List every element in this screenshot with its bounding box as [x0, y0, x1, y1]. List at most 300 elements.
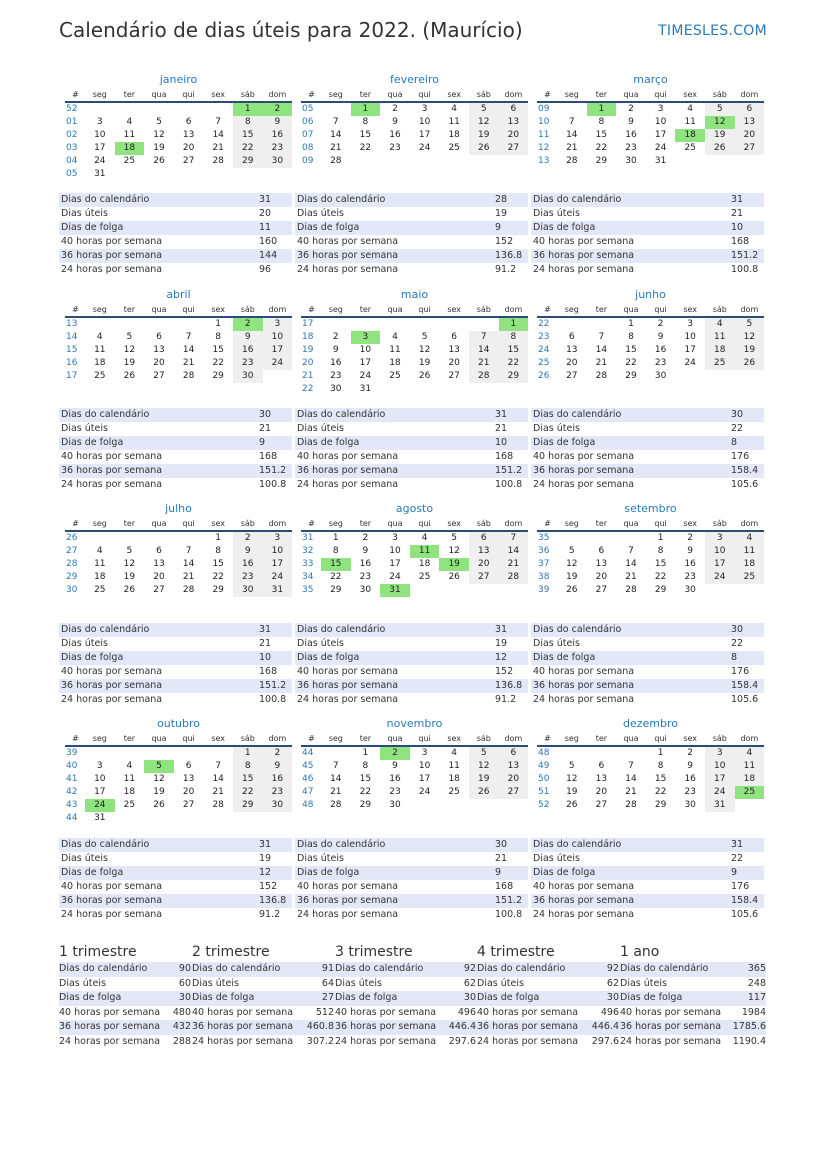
day-cell: 7: [598, 332, 605, 342]
week-row: [301, 760, 528, 773]
stat-label: Dias do calendário: [61, 194, 150, 205]
empty-day-cell: [410, 799, 440, 812]
day-cell: 23: [263, 142, 293, 155]
stat-value: 9: [731, 867, 738, 878]
weekday-label: sáb: [240, 305, 255, 314]
summary-value: 30: [606, 992, 619, 1003]
stat-row: [531, 464, 764, 478]
summary-value: 90: [178, 963, 191, 974]
day-cell: 12: [123, 345, 136, 355]
summary-label: 24 horas por semana: [620, 1035, 722, 1047]
weekday-header: [65, 303, 292, 318]
month-calendar: [301, 716, 528, 812]
stat-row: [59, 235, 292, 249]
stat-value: 100.8: [495, 909, 523, 920]
week-number: 48: [302, 800, 314, 810]
weekday-label: sex: [211, 519, 226, 528]
month-calendar: [65, 72, 292, 181]
week-number: 26: [66, 533, 78, 543]
summary-label: 24 horas por semana: [335, 1035, 437, 1047]
day-cell: 13: [182, 774, 195, 784]
day-cell: 6: [598, 546, 605, 556]
day-cell: 29: [499, 370, 529, 383]
stat-row: [59, 422, 292, 436]
day-cell: 22: [359, 143, 372, 153]
stat-row: [295, 693, 528, 707]
stat-row: [59, 450, 292, 464]
week-row: [65, 168, 292, 181]
weekday-label: qui: [418, 90, 431, 99]
day-cell: 26: [469, 786, 499, 799]
weekday-label: qua: [151, 90, 167, 99]
empty-day-cell: [174, 532, 204, 545]
summary-cell: [335, 977, 477, 992]
week-number: 21: [302, 371, 314, 381]
day-cell: 29: [359, 800, 372, 810]
empty-day-cell: [705, 370, 735, 383]
day-cell: 19: [123, 572, 136, 582]
brand-logo[interactable]: TIMESLES.COM: [658, 23, 767, 39]
day-cell: 30: [233, 584, 263, 597]
day-cell: 1: [499, 318, 529, 331]
week-row: [537, 532, 764, 545]
day-cell: 2: [380, 747, 410, 760]
week-row: [65, 357, 292, 370]
stat-label: 24 horas por semana: [297, 479, 399, 490]
week-number: 28: [66, 559, 78, 569]
empty-day-cell: [85, 747, 115, 760]
day-cell: 25: [123, 800, 136, 810]
day-cell: 25: [123, 156, 136, 166]
day-cell: 28: [182, 585, 195, 595]
day-cell: 17: [263, 344, 293, 357]
empty-day-cell: [85, 103, 115, 116]
stat-row: [531, 408, 764, 422]
stat-value: 144: [259, 250, 278, 261]
summary-label: Dias de folga: [59, 992, 122, 1003]
week-number-header: #: [72, 734, 79, 743]
day-cell: 6: [451, 332, 458, 342]
day-cell: 12: [418, 345, 431, 355]
day-cell: 15: [212, 345, 224, 355]
empty-day-cell: [469, 799, 499, 812]
stat-label: Dias do calendário: [297, 839, 386, 850]
day-cell: 3: [705, 532, 735, 545]
day-cell: 3: [421, 104, 428, 114]
stat-value: 31: [731, 194, 744, 205]
stat-row: [59, 838, 292, 852]
day-cell: 22: [233, 142, 263, 155]
stat-row: [59, 408, 292, 422]
summary-cell: [477, 1020, 620, 1035]
summary-value: 307.2: [306, 1035, 334, 1047]
empty-day-cell: [115, 532, 145, 545]
empty-day-cell: [174, 103, 204, 116]
weekday-label: dom: [268, 305, 287, 314]
day-cell: 22: [654, 787, 667, 797]
day-cell: 2: [628, 104, 634, 114]
empty-day-cell: [233, 168, 263, 181]
summary-value: 92: [463, 963, 476, 974]
day-cell: 6: [185, 761, 192, 771]
day-cell: 7: [185, 546, 192, 556]
day-cell: 24: [705, 786, 735, 799]
empty-day-cell: [85, 532, 115, 545]
stat-row: [531, 478, 764, 492]
week-row: [65, 545, 292, 558]
stat-label: 40 horas por semana: [533, 666, 635, 677]
weekday-label: sex: [211, 734, 226, 743]
day-cell: 25: [448, 143, 460, 153]
week-row: [537, 786, 764, 799]
summary-value: 60: [178, 977, 191, 989]
summary-cell: [620, 1035, 767, 1050]
day-cell: 22: [233, 786, 263, 799]
day-cell: 25: [94, 585, 106, 595]
week-row: [65, 773, 292, 786]
day-cell: 9: [263, 760, 293, 773]
stat-value: 9: [495, 867, 502, 878]
week-number: 39: [66, 748, 78, 758]
day-cell: 13: [182, 130, 195, 140]
stat-label: Dias úteis: [297, 853, 344, 864]
stat-label: Dias de folga: [297, 652, 360, 663]
stat-label: 36 horas por semana: [533, 680, 635, 691]
week-row: [301, 532, 528, 545]
week-number: 20: [302, 358, 314, 368]
week-row: [65, 142, 292, 155]
day-cell: 8: [362, 761, 369, 771]
empty-day-cell: [705, 584, 735, 597]
empty-day-cell: [410, 383, 440, 396]
weekday-label: seg: [564, 305, 579, 314]
summary-row: [59, 991, 766, 1006]
summary-value: 27: [321, 992, 334, 1003]
stat-value: 9: [495, 222, 502, 233]
week-row: [301, 747, 528, 760]
week-number: 36: [538, 546, 550, 556]
day-cell: 19: [153, 143, 165, 153]
stat-value: 151.2: [495, 895, 523, 906]
day-cell: 3: [705, 747, 735, 760]
empty-day-cell: [203, 168, 233, 181]
summary-value: 1190.4: [732, 1035, 766, 1047]
stat-label: 24 horas por semana: [297, 909, 399, 920]
stat-row: [531, 193, 764, 207]
weekday-header: [537, 732, 764, 747]
stat-value: 21: [259, 423, 272, 434]
summary-value: 30: [178, 992, 191, 1003]
day-cell: 28: [625, 585, 637, 595]
weekday-label: dom: [268, 90, 287, 99]
weekday-header: [65, 88, 292, 103]
empty-day-cell: [469, 383, 499, 396]
summary-value: 446.4: [591, 1021, 619, 1032]
week-number: 29: [66, 572, 78, 582]
week-number: 07: [302, 130, 314, 140]
week-row: [537, 773, 764, 786]
weekday-label: qua: [151, 305, 167, 314]
day-cell: 25: [705, 357, 735, 370]
summary-value: 1984: [741, 1006, 766, 1018]
day-cell: 12: [735, 331, 765, 344]
weekday-label: ter: [359, 90, 372, 99]
month-stats: [531, 623, 764, 707]
day-cell: 2: [687, 533, 694, 543]
week-number: 38: [538, 572, 550, 582]
stat-value: 12: [495, 652, 508, 663]
day-cell: 27: [499, 142, 529, 155]
summary-cell: [59, 962, 192, 977]
stat-value: 100.8: [259, 479, 287, 490]
stat-row: [59, 623, 292, 637]
stat-row: [295, 263, 528, 277]
summary-label: 36 horas por semana: [620, 1021, 722, 1032]
stat-row: [295, 894, 528, 908]
stat-value: 21: [495, 423, 508, 434]
empty-day-cell: [439, 383, 469, 396]
day-cell: 18: [448, 774, 460, 784]
stat-value: 31: [259, 194, 272, 205]
weekday-label: qui: [418, 519, 431, 528]
stat-row: [295, 450, 528, 464]
day-cell: 26: [418, 371, 431, 381]
stat-row: [59, 464, 292, 478]
day-cell: 15: [595, 130, 608, 140]
empty-day-cell: [174, 318, 204, 331]
week-number: 52: [66, 104, 78, 114]
day-cell: 10: [654, 117, 667, 127]
day-cell: 18: [735, 773, 765, 786]
month-name: dezembro: [623, 717, 678, 730]
empty-day-cell: [115, 168, 145, 181]
day-cell: 19: [418, 358, 431, 368]
summary-value: 288: [172, 1035, 191, 1047]
day-cell: 22: [212, 358, 224, 368]
weekday-label: seg: [328, 305, 343, 314]
summary-row: [59, 1020, 766, 1035]
summary-value: 460.8: [306, 1021, 334, 1032]
day-cell: 3: [263, 318, 293, 331]
day-cell: 28: [625, 800, 637, 810]
weekday-label: dom: [504, 90, 523, 99]
stat-label: 24 horas por semana: [61, 264, 163, 275]
week-row: [65, 760, 292, 773]
day-cell: 21: [499, 558, 529, 571]
stat-label: Dias do calendário: [61, 624, 150, 635]
day-cell: 31: [94, 813, 106, 823]
day-cell: 4: [735, 532, 765, 545]
day-cell: 31: [380, 584, 410, 597]
weekday-label: qui: [654, 305, 667, 314]
week-number: 35: [538, 533, 550, 543]
day-cell: 28: [182, 371, 195, 381]
stat-label: 36 horas por semana: [61, 895, 163, 906]
month-stats: [531, 408, 764, 492]
day-cell: 23: [654, 358, 667, 368]
week-row: [537, 357, 764, 370]
week-row: [537, 760, 764, 773]
summary-cell: [477, 991, 620, 1006]
summary-value: 297.6: [591, 1035, 619, 1047]
stat-value: 21: [495, 853, 508, 864]
day-cell: 14: [595, 345, 608, 355]
month-stats: [295, 623, 528, 707]
stat-row: [295, 408, 528, 422]
day-cell: 13: [448, 345, 460, 355]
day-cell: 26: [123, 371, 136, 381]
day-cell: 27: [499, 786, 529, 799]
day-cell: 2: [233, 318, 263, 331]
weekday-label: ter: [359, 519, 372, 528]
day-cell: 20: [182, 143, 195, 153]
stat-value: 158.4: [731, 680, 759, 691]
weekday-header: [65, 517, 292, 532]
week-row: [65, 812, 292, 825]
stat-value: 30: [259, 409, 272, 420]
day-cell: 12: [705, 116, 735, 129]
day-cell: 8: [657, 761, 664, 771]
day-cell: 16: [625, 130, 637, 140]
stat-label: Dias úteis: [61, 423, 108, 434]
empty-day-cell: [174, 168, 204, 181]
day-cell: 7: [628, 761, 634, 771]
empty-day-cell: [616, 747, 646, 760]
stat-row: [531, 880, 764, 894]
weekday-label: sáb: [240, 734, 255, 743]
weekday-header: [301, 517, 528, 532]
quarter-title: 3 trimestre: [335, 944, 413, 960]
empty-day-cell: [616, 532, 646, 545]
day-cell: 27: [448, 371, 460, 381]
day-cell: 5: [144, 760, 174, 773]
summary-cell: [620, 1020, 767, 1035]
month-stats: [531, 193, 764, 277]
day-cell: 4: [705, 318, 735, 331]
month-name: novembro: [386, 717, 443, 730]
summary-cell: [59, 1020, 192, 1035]
day-cell: 28: [330, 156, 342, 166]
day-cell: 15: [233, 129, 263, 142]
day-cell: 29: [212, 585, 224, 595]
day-cell: 29: [212, 371, 224, 381]
summary-value: 446.4: [448, 1021, 476, 1032]
stat-label: 40 horas por semana: [297, 881, 399, 892]
week-row: [65, 584, 292, 597]
stat-row: [295, 651, 528, 665]
day-cell: 2: [687, 748, 694, 758]
summary-cell: [192, 991, 335, 1006]
stat-value: 28: [495, 194, 508, 205]
empty-day-cell: [469, 155, 499, 168]
stat-label: Dias do calendário: [533, 624, 622, 635]
day-cell: 7: [215, 761, 222, 771]
day-cell: 7: [185, 332, 192, 342]
day-cell: 25: [94, 371, 106, 381]
day-cell: 24: [684, 358, 696, 368]
summary-cell: [192, 1006, 335, 1021]
empty-day-cell: [380, 383, 410, 396]
day-cell: 19: [469, 129, 499, 142]
weekday-label: qua: [623, 519, 639, 528]
week-row: [65, 318, 292, 331]
weekday-label: sáb: [712, 734, 727, 743]
empty-day-cell: [735, 155, 765, 168]
week-row: [301, 545, 528, 558]
week-number: 08: [302, 143, 314, 153]
weekday-label: seg: [328, 90, 343, 99]
stat-value: 136.8: [495, 680, 523, 691]
day-cell: 13: [566, 345, 578, 355]
day-cell: 12: [153, 774, 165, 784]
month-stats: [295, 193, 528, 277]
stat-row: [59, 263, 292, 277]
day-cell: 1: [628, 319, 634, 329]
empty-day-cell: [469, 318, 499, 331]
summary-cell: [620, 991, 767, 1006]
day-cell: 11: [123, 774, 136, 784]
summary-label: Dias de folga: [335, 992, 398, 1003]
day-cell: 7: [215, 117, 222, 127]
day-cell: 12: [153, 130, 165, 140]
day-cell: 4: [96, 546, 103, 556]
stat-row: [295, 207, 528, 221]
week-number: 19: [302, 345, 314, 355]
empty-day-cell: [144, 532, 174, 545]
day-cell: 9: [628, 117, 634, 127]
day-cell: 9: [392, 761, 398, 771]
week-number: 12: [538, 143, 550, 153]
day-cell: 13: [153, 559, 165, 569]
day-cell: 5: [735, 318, 765, 331]
month-name: março: [633, 73, 668, 86]
day-cell: 15: [499, 344, 529, 357]
stat-value: 31: [259, 839, 272, 850]
day-cell: 20: [735, 129, 765, 142]
day-cell: 10: [418, 117, 431, 127]
summary-value: 1785.6: [732, 1021, 766, 1032]
day-cell: 5: [568, 761, 575, 771]
day-cell: 11: [684, 117, 696, 127]
stat-label: Dias úteis: [533, 853, 580, 864]
day-cell: 8: [362, 117, 369, 127]
empty-day-cell: [263, 812, 293, 825]
week-row: [65, 558, 292, 571]
stat-label: 40 horas por semana: [533, 881, 635, 892]
day-cell: 24: [654, 143, 667, 153]
stat-row: [531, 207, 764, 221]
stat-label: 36 horas por semana: [297, 250, 399, 261]
day-cell: 27: [153, 585, 165, 595]
day-cell: 23: [684, 787, 696, 797]
week-row: [537, 318, 764, 331]
weekday-header: [537, 303, 764, 318]
weekday-label: seg: [328, 734, 343, 743]
summary-value: 480: [172, 1006, 191, 1018]
day-cell: 26: [705, 142, 735, 155]
day-cell: 27: [566, 371, 578, 381]
day-cell: 16: [233, 344, 263, 357]
day-cell: 20: [595, 572, 608, 582]
weekday-label: sex: [447, 519, 462, 528]
week-number-header: #: [72, 90, 79, 99]
weekday-label: ter: [123, 305, 136, 314]
week-number-header: #: [544, 734, 551, 743]
weekday-label: qua: [387, 519, 403, 528]
stat-value: 22: [731, 638, 744, 649]
stat-row: [59, 665, 292, 679]
summary-label: Dias úteis: [59, 977, 106, 989]
